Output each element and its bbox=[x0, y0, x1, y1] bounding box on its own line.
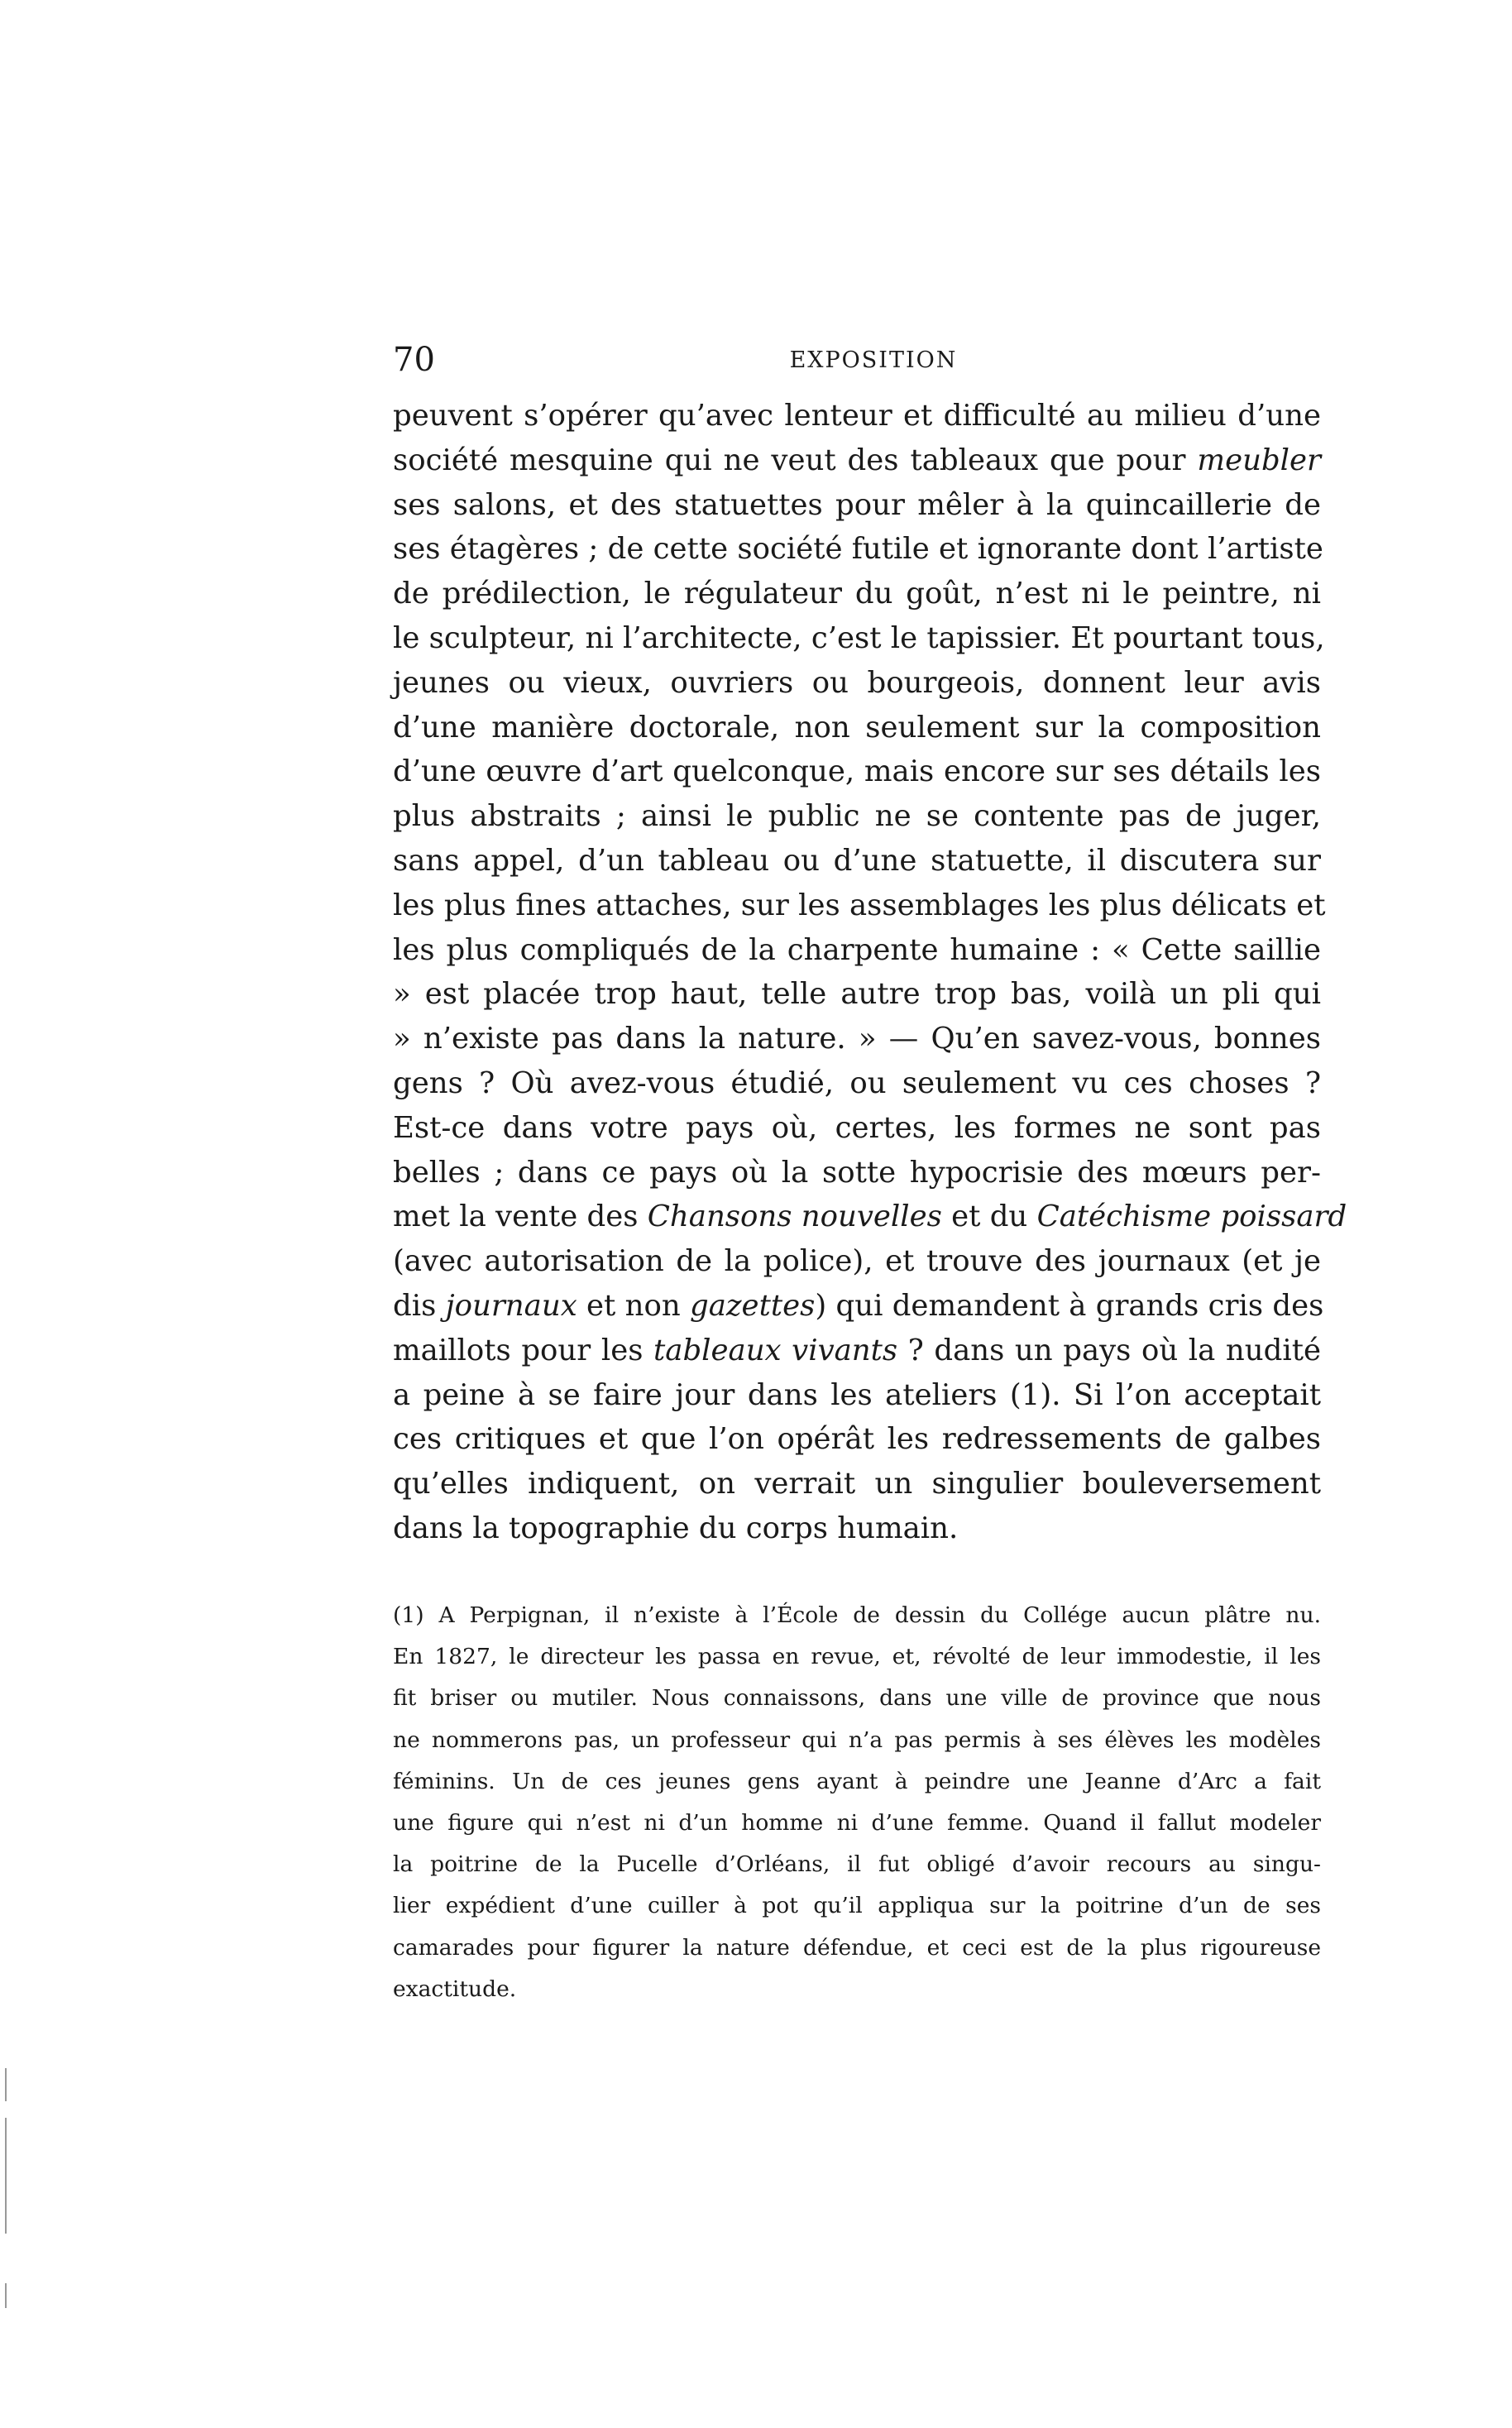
italic-text: Catéchisme poissard bbox=[1036, 1200, 1347, 1234]
footnote-line: (1) A Perpignan, il n’existe à l’École de dessin du Collége aucun plâtre nu. bbox=[393, 1602, 1321, 1628]
scan-margin-mark bbox=[5, 2118, 7, 2234]
italic-text: meubler bbox=[1197, 443, 1321, 477]
body-line: » n’existe pas dans la nature. » — Qu’en savez-vous, bonnes bbox=[393, 1022, 1321, 1056]
body-line: maillots pour les tableaux vivants ? dans un pays où la nudité bbox=[393, 1333, 1321, 1367]
body-line: jeunes ou vieux, ouvriers ou bourgeois, donnent leur avis bbox=[393, 665, 1321, 700]
body-line: » est placée trop haut, telle autre trop bas, voilà un pli qui bbox=[393, 977, 1321, 1012]
body-line: dans la topographie du corps humain. bbox=[393, 1511, 959, 1545]
footnote-line: ne nommerons pas, un professeur qui n’a pas permis à ses élèves les modèles bbox=[393, 1726, 1321, 1753]
body-line: plus abstraits ; ainsi le public ne se contente pas de juger, bbox=[393, 799, 1321, 834]
italic-text: tableaux vivants bbox=[653, 1333, 898, 1367]
footnotes bbox=[393, 1595, 1321, 2010]
footnote-line: fit briser ou mutiler. Nous connaissons, dans une ville de province que nous bbox=[393, 1685, 1321, 1712]
body-line: a peine à se faire jour dans les ateliers (1). Si l’on acceptait bbox=[393, 1377, 1321, 1412]
page-number: 70 bbox=[393, 341, 435, 379]
body-line: le sculpteur, ni l’architecte, c’est le tapissier. Et pourtant tous, bbox=[393, 620, 1325, 655]
italic-text: journaux bbox=[445, 1288, 577, 1323]
body-line: met la vente des Chansons nouvelles et du Catéchisme poissard bbox=[393, 1200, 1347, 1234]
body-line: d’une œuvre d’art quelconque, mais encore sur ses détails les bbox=[393, 754, 1321, 789]
body-line: Est-ce dans votre pays où, certes, les formes ne sont pas bbox=[393, 1110, 1321, 1145]
body-line: qu’elles indiquent, on verrait un singulier bouleversement bbox=[393, 1467, 1321, 1501]
body-line: ces critiques et que l’on opérât les redressements de galbes bbox=[393, 1422, 1321, 1457]
body-line: ses étagères ; de cette société futile et ignorante dont l’artiste bbox=[393, 532, 1323, 567]
body-line: sans appel, d’un tableau ou d’une statuette, il discutera sur bbox=[393, 843, 1321, 878]
body-line: peuvent s’opérer qu’avec lenteur et difficulté au milieu d’une bbox=[393, 399, 1321, 433]
body-line: de prédilection, le régulateur du goût, n’est ni le peintre, ni bbox=[393, 577, 1321, 611]
italic-text: Chansons nouvelles bbox=[647, 1200, 942, 1234]
footnote-line: féminins. Un de ces jeunes gens ayant à peindre une Jeanne d’Arc a fait bbox=[393, 1768, 1321, 1794]
running-head: EXPOSITION bbox=[789, 347, 958, 373]
footnote-line: En 1827, le directeur les passa en revue, et, révolté de leur immodestie, il les bbox=[393, 1644, 1321, 1670]
body-line: gens ? Où avez-vous étudié, ou seulement vu ces choses ? bbox=[393, 1066, 1321, 1100]
body-line: les plus fines attaches, sur les assemblages les plus délicats et bbox=[393, 888, 1326, 922]
body-line: les plus compliqués de la charpente humaine : « Cette saillie bbox=[393, 932, 1321, 967]
scan-margin-mark bbox=[5, 2068, 7, 2101]
footnote-line: une figure qui n’est ni d’un homme ni d’une femme. Quand il fallut modeler bbox=[393, 1809, 1321, 1836]
body-line: d’une manière doctorale, non seulement sur la composition bbox=[393, 710, 1321, 745]
body-line: belles ; dans ce pays où la sotte hypocrisie des mœurs per- bbox=[393, 1155, 1321, 1190]
body-line: (avec autorisation de la police), et trouve des journaux (et je bbox=[393, 1244, 1321, 1279]
body-line: ses salons, et des statuettes pour mêler à la quincaillerie de bbox=[393, 487, 1321, 522]
footnote-line: lier expédient d’une cuiller à pot qu’il appliqua sur la poitrine d’un de ses bbox=[393, 1893, 1321, 1919]
page-header bbox=[393, 339, 1321, 389]
italic-text: gazettes bbox=[689, 1288, 816, 1323]
body-text bbox=[393, 394, 1347, 1551]
body-line: dis journaux et non gazettes) qui demandent à grands cris des bbox=[393, 1288, 1324, 1323]
footnote-line: exactitude. bbox=[393, 1975, 517, 2002]
body-line: société mesquine qui ne veut des tableaux que pour meubler bbox=[393, 443, 1321, 477]
footnote-line: camarades pour figurer la nature défendue, et ceci est de la plus rigoureuse bbox=[393, 1934, 1321, 1961]
footnote-line: la poitrine de la Pucelle d’Orléans, il fut obligé d’avoir recours au singu- bbox=[393, 1851, 1321, 1878]
scan-margin-mark bbox=[5, 2283, 7, 2308]
